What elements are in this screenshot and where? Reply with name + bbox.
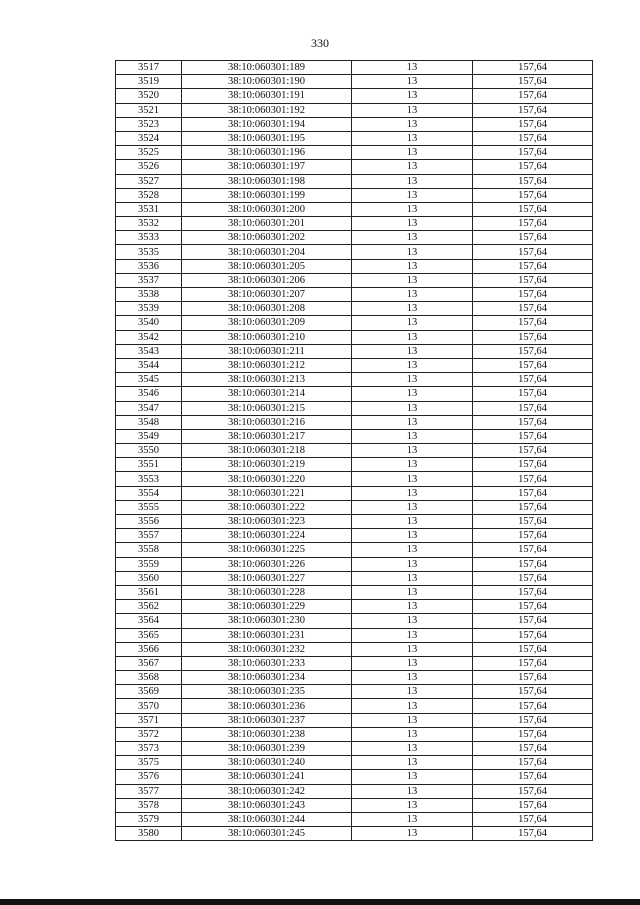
cadastral-number-cell: 38:10:060301:196 [182,146,352,160]
count-cell: 13 [352,600,473,614]
count-cell: 13 [352,103,473,117]
count-cell: 13 [352,358,473,372]
row-number-cell: 3547 [116,401,182,415]
table-row [116,373,593,387]
count-cell: 13 [352,571,473,585]
value-cell: 157,64 [473,231,593,245]
row-number-cell: 3565 [116,628,182,642]
count-cell: 13 [352,302,473,316]
value-cell: 157,64 [473,273,593,287]
row-number-cell: 3538 [116,288,182,302]
table-row [116,131,593,145]
table-row [116,89,593,103]
table-row [116,812,593,826]
count-cell: 13 [352,61,473,75]
row-number-cell: 3553 [116,472,182,486]
value-cell: 157,64 [473,571,593,585]
cadastral-number-cell: 38:10:060301:210 [182,330,352,344]
table-row [116,571,593,585]
value-cell: 157,64 [473,543,593,557]
value-cell: 157,64 [473,302,593,316]
value-cell: 157,64 [473,401,593,415]
value-cell: 157,64 [473,245,593,259]
cadastral-number-cell: 38:10:060301:213 [182,373,352,387]
table-row [116,756,593,770]
table-row [116,344,593,358]
table-row [116,600,593,614]
row-number-cell: 3549 [116,429,182,443]
cadastral-number-cell: 38:10:060301:226 [182,557,352,571]
value-cell: 157,64 [473,770,593,784]
cadastral-number-cell: 38:10:060301:201 [182,217,352,231]
row-number-cell: 3526 [116,160,182,174]
count-cell: 13 [352,415,473,429]
row-number-cell: 3573 [116,742,182,756]
count-cell: 13 [352,401,473,415]
count-cell: 13 [352,812,473,826]
value-cell: 157,64 [473,429,593,443]
value-cell: 157,64 [473,160,593,174]
table-row [116,543,593,557]
cadastral-number-cell: 38:10:060301:233 [182,656,352,670]
value-cell: 157,64 [473,812,593,826]
row-number-cell: 3540 [116,316,182,330]
row-number-cell: 3517 [116,61,182,75]
cadastral-number-cell: 38:10:060301:225 [182,543,352,557]
value-cell: 157,64 [473,75,593,89]
count-cell: 13 [352,628,473,642]
count-cell: 13 [352,486,473,500]
row-number-cell: 3556 [116,515,182,529]
row-number-cell: 3519 [116,75,182,89]
table-row [116,288,593,302]
table-row [116,273,593,287]
row-number-cell: 3575 [116,756,182,770]
value-cell: 157,64 [473,288,593,302]
table-row [116,188,593,202]
cadastral-number-cell: 38:10:060301:228 [182,585,352,599]
row-number-cell: 3545 [116,373,182,387]
count-cell: 13 [352,727,473,741]
table-row [116,671,593,685]
cadastral-number-cell: 38:10:060301:237 [182,713,352,727]
table-row [116,231,593,245]
table-row [116,117,593,131]
count-cell: 13 [352,656,473,670]
row-number-cell: 3544 [116,358,182,372]
value-cell: 157,64 [473,727,593,741]
table-body [116,61,593,841]
cadastral-number-cell: 38:10:060301:209 [182,316,352,330]
row-number-cell: 3546 [116,387,182,401]
cadastral-number-cell: 38:10:060301:241 [182,770,352,784]
count-cell: 13 [352,429,473,443]
table-row [116,174,593,188]
row-number-cell: 3578 [116,798,182,812]
value-cell: 157,64 [473,316,593,330]
cadastral-number-cell: 38:10:060301:240 [182,756,352,770]
value-cell: 157,64 [473,784,593,798]
table-row [116,770,593,784]
table-row [116,217,593,231]
row-number-cell: 3554 [116,486,182,500]
cadastral-number-cell: 38:10:060301:205 [182,259,352,273]
cadastral-number-cell: 38:10:060301:217 [182,429,352,443]
table-row [116,727,593,741]
count-cell: 13 [352,75,473,89]
cadastral-number-cell: 38:10:060301:192 [182,103,352,117]
row-number-cell: 3527 [116,174,182,188]
row-number-cell: 3562 [116,600,182,614]
cadastral-number-cell: 38:10:060301:238 [182,727,352,741]
value-cell: 157,64 [473,529,593,543]
cadastral-number-cell: 38:10:060301:222 [182,500,352,514]
count-cell: 13 [352,259,473,273]
cadastral-number-cell: 38:10:060301:227 [182,571,352,585]
row-number-cell: 3533 [116,231,182,245]
count-cell: 13 [352,344,473,358]
page-number: 330 [311,36,329,50]
count-cell: 13 [352,699,473,713]
table-row [116,415,593,429]
table-row [116,429,593,443]
row-number-cell: 3542 [116,330,182,344]
table-row [116,245,593,259]
value-cell: 157,64 [473,344,593,358]
cadastral-number-cell: 38:10:060301:220 [182,472,352,486]
cadastral-table-container [115,60,592,841]
value-cell: 157,64 [473,642,593,656]
value-cell: 157,64 [473,103,593,117]
count-cell: 13 [352,784,473,798]
table-row [116,358,593,372]
count-cell: 13 [352,131,473,145]
row-number-cell: 3535 [116,245,182,259]
cadastral-number-cell: 38:10:060301:207 [182,288,352,302]
table-row [116,742,593,756]
cadastral-number-cell: 38:10:060301:206 [182,273,352,287]
cadastral-number-cell: 38:10:060301:232 [182,642,352,656]
cadastral-number-cell: 38:10:060301:208 [182,302,352,316]
cadastral-number-cell: 38:10:060301:189 [182,61,352,75]
value-cell: 157,64 [473,146,593,160]
table-row [116,61,593,75]
row-number-cell: 3559 [116,557,182,571]
row-number-cell: 3548 [116,415,182,429]
cadastral-number-cell: 38:10:060301:244 [182,812,352,826]
count-cell: 13 [352,245,473,259]
cadastral-number-cell: 38:10:060301:216 [182,415,352,429]
value-cell: 157,64 [473,472,593,486]
row-number-cell: 3537 [116,273,182,287]
value-cell: 157,64 [473,458,593,472]
row-number-cell: 3520 [116,89,182,103]
cadastral-number-cell: 38:10:060301:239 [182,742,352,756]
table-row [116,202,593,216]
value-cell: 157,64 [473,515,593,529]
value-cell: 157,64 [473,89,593,103]
table-row [116,656,593,670]
row-number-cell: 3572 [116,727,182,741]
count-cell: 13 [352,798,473,812]
table-row [116,784,593,798]
count-cell: 13 [352,217,473,231]
cadastral-number-cell: 38:10:060301:195 [182,131,352,145]
table-row [116,160,593,174]
table-row [116,472,593,486]
value-cell: 157,64 [473,585,593,599]
cadastral-table [115,60,593,841]
value-cell: 157,64 [473,827,593,841]
value-cell: 157,64 [473,61,593,75]
cadastral-number-cell: 38:10:060301:215 [182,401,352,415]
table-row [116,798,593,812]
count-cell: 13 [352,330,473,344]
count-cell: 13 [352,231,473,245]
cadastral-number-cell: 38:10:060301:202 [182,231,352,245]
row-number-cell: 3536 [116,259,182,273]
row-number-cell: 3570 [116,699,182,713]
value-cell: 157,64 [473,131,593,145]
table-row [116,146,593,160]
row-number-cell: 3523 [116,117,182,131]
cadastral-number-cell: 38:10:060301:200 [182,202,352,216]
row-number-cell: 3571 [116,713,182,727]
row-number-cell: 3524 [116,131,182,145]
row-number-cell: 3551 [116,458,182,472]
cadastral-number-cell: 38:10:060301:219 [182,458,352,472]
row-number-cell: 3528 [116,188,182,202]
count-cell: 13 [352,444,473,458]
count-cell: 13 [352,685,473,699]
row-number-cell: 3531 [116,202,182,216]
cadastral-number-cell: 38:10:060301:198 [182,174,352,188]
row-number-cell: 3580 [116,827,182,841]
table-row [116,827,593,841]
table-row [116,302,593,316]
value-cell: 157,64 [473,117,593,131]
count-cell: 13 [352,288,473,302]
table-row [116,585,593,599]
count-cell: 13 [352,713,473,727]
cadastral-number-cell: 38:10:060301:235 [182,685,352,699]
table-row [116,557,593,571]
value-cell: 157,64 [473,628,593,642]
cadastral-number-cell: 38:10:060301:245 [182,827,352,841]
cadastral-number-cell: 38:10:060301:224 [182,529,352,543]
value-cell: 157,64 [473,387,593,401]
count-cell: 13 [352,770,473,784]
table-row [116,685,593,699]
count-cell: 13 [352,614,473,628]
count-cell: 13 [352,642,473,656]
value-cell: 157,64 [473,330,593,344]
cadastral-number-cell: 38:10:060301:234 [182,671,352,685]
value-cell: 157,64 [473,486,593,500]
cadastral-number-cell: 38:10:060301:243 [182,798,352,812]
row-number-cell: 3566 [116,642,182,656]
table-row [116,486,593,500]
table-row [116,628,593,642]
cadastral-number-cell: 38:10:060301:214 [182,387,352,401]
row-number-cell: 3576 [116,770,182,784]
row-number-cell: 3539 [116,302,182,316]
count-cell: 13 [352,316,473,330]
table-row [116,713,593,727]
table-row [116,103,593,117]
cadastral-number-cell: 38:10:060301:211 [182,344,352,358]
value-cell: 157,64 [473,259,593,273]
cadastral-number-cell: 38:10:060301:190 [182,75,352,89]
value-cell: 157,64 [473,656,593,670]
table-row [116,75,593,89]
row-number-cell: 3525 [116,146,182,160]
row-number-cell: 3550 [116,444,182,458]
row-number-cell: 3555 [116,500,182,514]
count-cell: 13 [352,387,473,401]
value-cell: 157,64 [473,358,593,372]
count-cell: 13 [352,188,473,202]
value-cell: 157,64 [473,202,593,216]
count-cell: 13 [352,373,473,387]
table-row [116,515,593,529]
row-number-cell: 3557 [116,529,182,543]
row-number-cell: 3569 [116,685,182,699]
value-cell: 157,64 [473,699,593,713]
count-cell: 13 [352,472,473,486]
row-number-cell: 3561 [116,585,182,599]
row-number-cell: 3567 [116,656,182,670]
value-cell: 157,64 [473,444,593,458]
value-cell: 157,64 [473,557,593,571]
row-number-cell: 3564 [116,614,182,628]
count-cell: 13 [352,273,473,287]
row-number-cell: 3532 [116,217,182,231]
table-row [116,614,593,628]
value-cell: 157,64 [473,756,593,770]
count-cell: 13 [352,543,473,557]
value-cell: 157,64 [473,373,593,387]
value-cell: 157,64 [473,742,593,756]
cadastral-number-cell: 38:10:060301:212 [182,358,352,372]
scan-bottom-edge [0,899,640,905]
table-row [116,316,593,330]
count-cell: 13 [352,458,473,472]
value-cell: 157,64 [473,671,593,685]
count-cell: 13 [352,515,473,529]
row-number-cell: 3577 [116,784,182,798]
row-number-cell: 3521 [116,103,182,117]
row-number-cell: 3560 [116,571,182,585]
cadastral-number-cell: 38:10:060301:236 [182,699,352,713]
count-cell: 13 [352,671,473,685]
count-cell: 13 [352,117,473,131]
value-cell: 157,64 [473,713,593,727]
cadastral-number-cell: 38:10:060301:221 [182,486,352,500]
cadastral-number-cell: 38:10:060301:229 [182,600,352,614]
cadastral-number-cell: 38:10:060301:199 [182,188,352,202]
value-cell: 157,64 [473,798,593,812]
table-row [116,529,593,543]
cadastral-number-cell: 38:10:060301:231 [182,628,352,642]
cadastral-number-cell: 38:10:060301:230 [182,614,352,628]
value-cell: 157,64 [473,415,593,429]
value-cell: 157,64 [473,174,593,188]
table-row [116,500,593,514]
table-row [116,642,593,656]
count-cell: 13 [352,756,473,770]
cadastral-number-cell: 38:10:060301:191 [182,89,352,103]
count-cell: 13 [352,827,473,841]
cadastral-number-cell: 38:10:060301:197 [182,160,352,174]
cadastral-number-cell: 38:10:060301:204 [182,245,352,259]
value-cell: 157,64 [473,217,593,231]
row-number-cell: 3579 [116,812,182,826]
table-row [116,444,593,458]
table-row [116,330,593,344]
table-row [116,259,593,273]
row-number-cell: 3543 [116,344,182,358]
count-cell: 13 [352,174,473,188]
value-cell: 157,64 [473,685,593,699]
cadastral-number-cell: 38:10:060301:223 [182,515,352,529]
value-cell: 157,64 [473,600,593,614]
table-row [116,458,593,472]
table-row [116,387,593,401]
row-number-cell: 3568 [116,671,182,685]
cadastral-number-cell: 38:10:060301:218 [182,444,352,458]
value-cell: 157,64 [473,500,593,514]
count-cell: 13 [352,160,473,174]
count-cell: 13 [352,146,473,160]
table-row [116,401,593,415]
table-row [116,699,593,713]
value-cell: 157,64 [473,188,593,202]
cadastral-number-cell: 38:10:060301:242 [182,784,352,798]
count-cell: 13 [352,557,473,571]
count-cell: 13 [352,202,473,216]
count-cell: 13 [352,529,473,543]
row-number-cell: 3558 [116,543,182,557]
value-cell: 157,64 [473,614,593,628]
count-cell: 13 [352,89,473,103]
count-cell: 13 [352,742,473,756]
count-cell: 13 [352,500,473,514]
count-cell: 13 [352,585,473,599]
cadastral-number-cell: 38:10:060301:194 [182,117,352,131]
